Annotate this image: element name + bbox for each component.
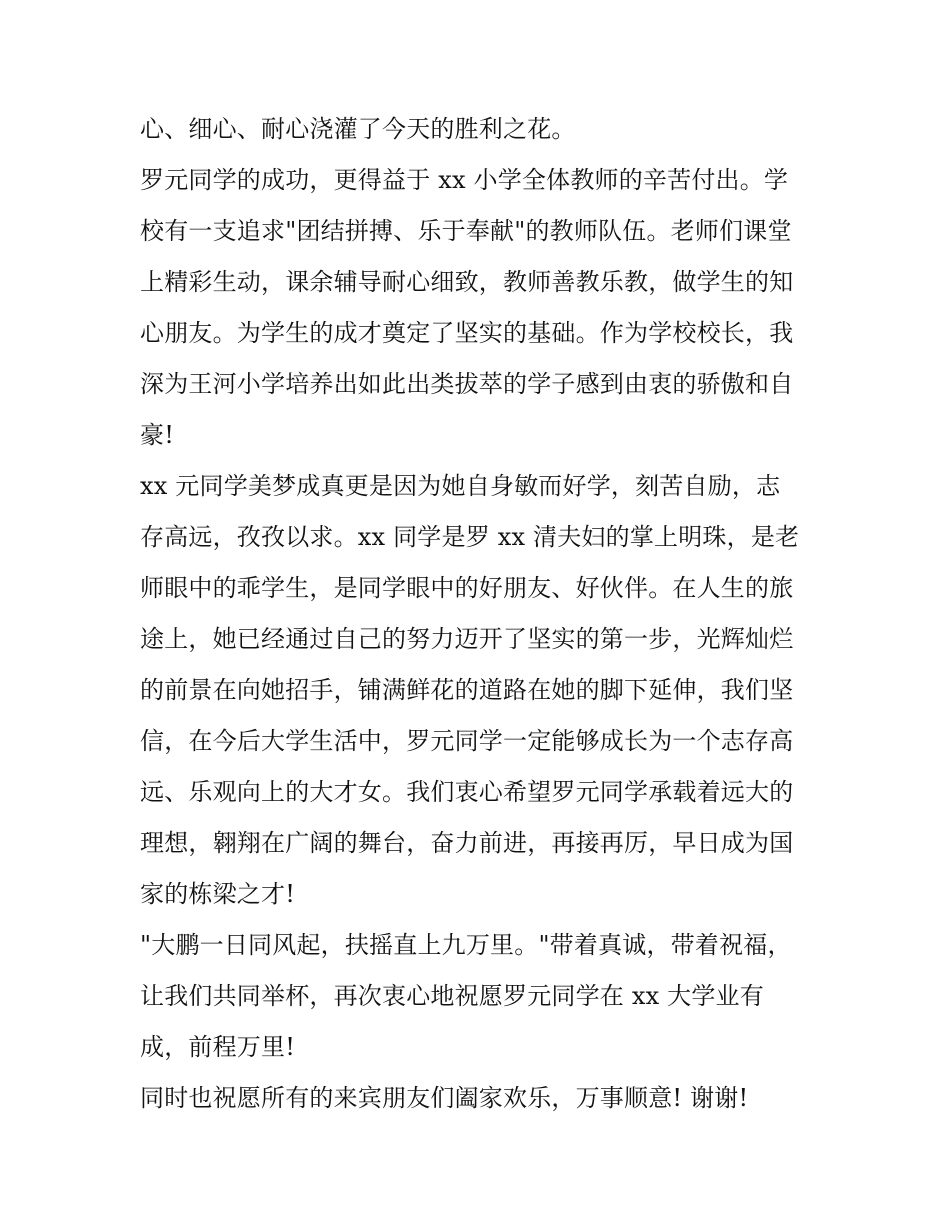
text-line: "大鹏一日同风起，扶摇直上九万里。"带着真诚，带着祝福， bbox=[140, 931, 792, 959]
text-line: 理想，翱翔在广阔的舞台，奋力前进，再接再厉，早日成为国 bbox=[140, 829, 794, 857]
document-body bbox=[140, 104, 820, 1124]
text-line: 的前景在向她招手，铺满鲜花的道路在她的脚下延伸，我们坚 bbox=[140, 676, 794, 704]
text-line: 师眼中的乖学生，是同学眼中的好朋友、好伙伴。在人生的旅 bbox=[140, 574, 794, 602]
text-line: 成，前程万里! bbox=[140, 1033, 296, 1061]
text-line: xx 元同学美梦成真更是因为她自身敏而好学，刻苦自励，志 bbox=[140, 472, 781, 500]
text-line: 豪! bbox=[140, 421, 175, 449]
text-line: 上精彩生动，课余辅导耐心细致，教师善教乐教，做学生的知 bbox=[140, 268, 794, 296]
text-line: 罗元同学的成功，更得益于 xx 小学全体教师的辛苦付出。学 bbox=[140, 166, 789, 194]
text-line: 途上，她已经通过自己的努力迈开了坚实的第一步，光辉灿烂 bbox=[140, 625, 794, 653]
text-line: 心、细心、耐心浇灌了今天的胜利之花。 bbox=[140, 115, 576, 143]
text-line: 深为王河小学培养出如此出类拔萃的学子感到由衷的骄傲和自 bbox=[140, 370, 794, 398]
text-line: 信，在今后大学生活中，罗元同学一定能够成长为一个志存高 bbox=[140, 727, 794, 755]
text-line: 家的栋梁之才! bbox=[140, 880, 296, 908]
text-line: 远、乐观向上的大才女。我们衷心希望罗元同学承载着远大的 bbox=[140, 778, 794, 806]
text-line: 心朋友。为学生的成才奠定了坚实的基础。作为学校校长，我 bbox=[140, 319, 794, 347]
text-line: 同时也祝愿所有的来宾朋友们阖家欢乐，万事顺意! 谢谢! bbox=[140, 1084, 749, 1112]
text-line: 校有一支追求"团结拼搏、乐于奉献"的教师队伍。老师们课堂 bbox=[140, 217, 792, 245]
text-line: 让我们共同举杯，再次衷心地祝愿罗元同学在 xx 大学业有 bbox=[140, 982, 764, 1010]
text-line: 存高远，孜孜以求。xx 同学是罗 xx 清夫妇的掌上明珠，是老 bbox=[140, 523, 800, 551]
